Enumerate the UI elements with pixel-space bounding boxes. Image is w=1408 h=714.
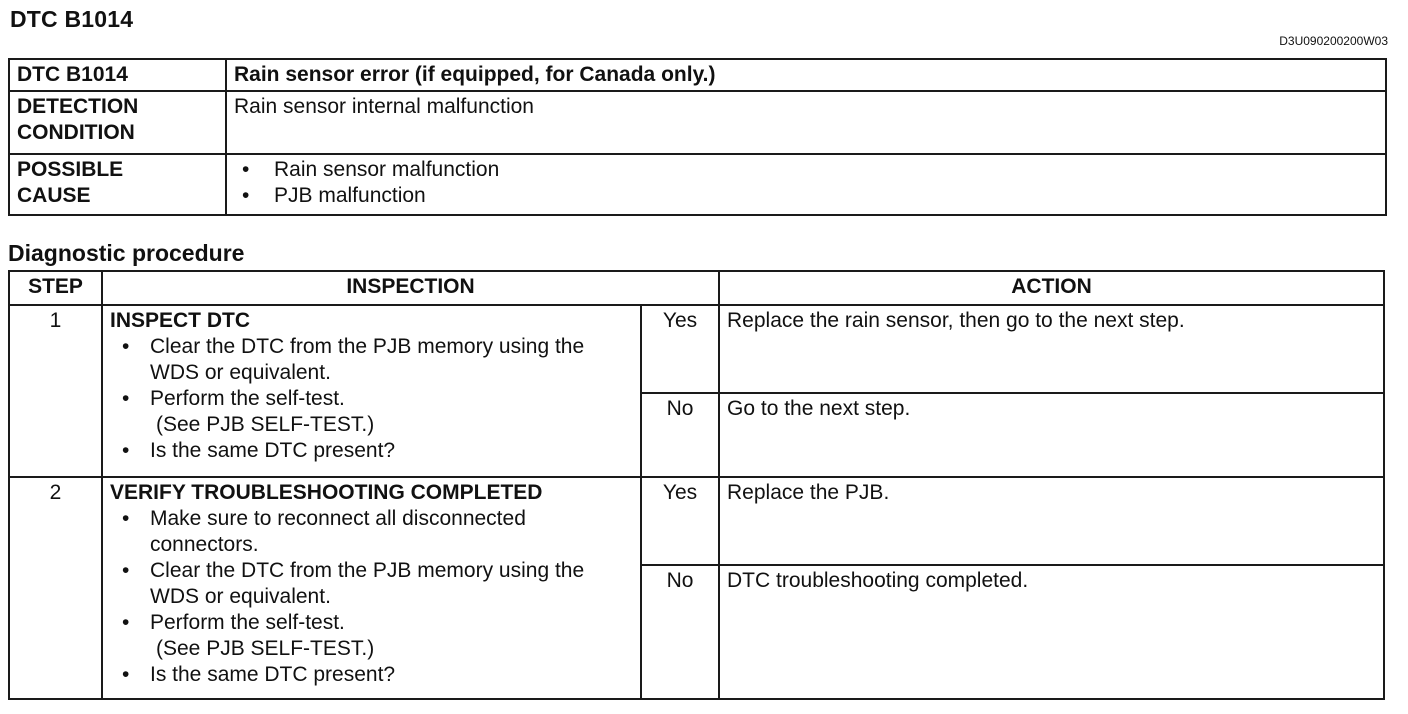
inspection-item: • Clear the DTC from the PJB memory using the WDS or equivalent. <box>110 558 633 610</box>
yes-action: Replace the PJB. <box>719 477 1384 565</box>
document-code: D3U090200200W03 <box>1279 34 1388 48</box>
inspection-title: INSPECT DTC <box>110 309 251 332</box>
inspection-item: • Is the same DTC present? <box>110 438 633 464</box>
possible-cause-label <box>9 154 226 215</box>
cause-item: • Rain sensor malfunction <box>234 157 1378 183</box>
dtc-row <box>9 59 1386 91</box>
no-label: No <box>641 393 719 477</box>
no-action: DTC troubleshooting completed. <box>719 565 1384 699</box>
diagnostic-procedure-heading: Diagnostic procedure <box>8 240 245 266</box>
reference-note: (See PJB SELF-TEST.) <box>156 637 375 660</box>
no-action: Go to the next step. <box>719 393 1384 477</box>
inspection-item-text: Perform the self-test. <box>150 611 345 634</box>
yes-label: Yes <box>641 305 719 393</box>
inspection-title: VERIFY TROUBLESHOOTING COMPLETED <box>110 481 543 504</box>
inspection-item <box>110 610 633 662</box>
cause-item: • PJB malfunction <box>234 183 1378 209</box>
detection-row <box>9 91 1386 154</box>
step-row <box>9 305 1384 393</box>
diagnostic-procedure-table <box>8 270 1385 700</box>
dtc-description: Rain sensor error (if equipped, for Canada only.) <box>226 59 1386 91</box>
yes-action: Replace the rain sensor, then go to the next step. <box>719 305 1384 393</box>
step-column-header: STEP <box>9 271 102 305</box>
possible-cause-list <box>226 154 1386 215</box>
inspection-column-header: INSPECTION <box>102 271 719 305</box>
action-column-header: ACTION <box>719 271 1384 305</box>
inspection-item: • Is the same DTC present? <box>110 662 633 688</box>
detection-label-line-2: CONDITION <box>17 121 135 144</box>
reference-note: (See PJB SELF-TEST.) <box>156 413 375 436</box>
page-title: DTC B1014 <box>10 6 134 32</box>
inspection-item: • Make sure to reconnect all disconnected connectors. <box>110 506 633 558</box>
dtc-info-table <box>8 58 1387 216</box>
inspection-cell <box>102 305 641 477</box>
no-label: No <box>641 565 719 699</box>
detection-condition-label <box>9 91 226 154</box>
step-number: 2 <box>9 477 102 699</box>
step-row <box>9 477 1384 565</box>
cause-row <box>9 154 1386 215</box>
inspection-item: • Clear the DTC from the PJB memory using the WDS or equivalent. <box>110 334 633 386</box>
step-number: 1 <box>9 305 102 477</box>
detection-label-line-1: DETECTION <box>17 95 139 118</box>
cause-label-line-1: POSSIBLE <box>17 158 124 181</box>
inspection-item-text: Perform the self-test. <box>150 387 345 410</box>
cause-label-line-2: CAUSE <box>17 184 91 207</box>
procedure-header-row <box>9 271 1384 305</box>
yes-label: Yes <box>641 477 719 565</box>
dtc-label: DTC B1014 <box>9 59 226 91</box>
inspection-cell <box>102 477 641 699</box>
detection-condition-value: Rain sensor internal malfunction <box>226 91 1386 154</box>
inspection-item <box>110 386 633 438</box>
